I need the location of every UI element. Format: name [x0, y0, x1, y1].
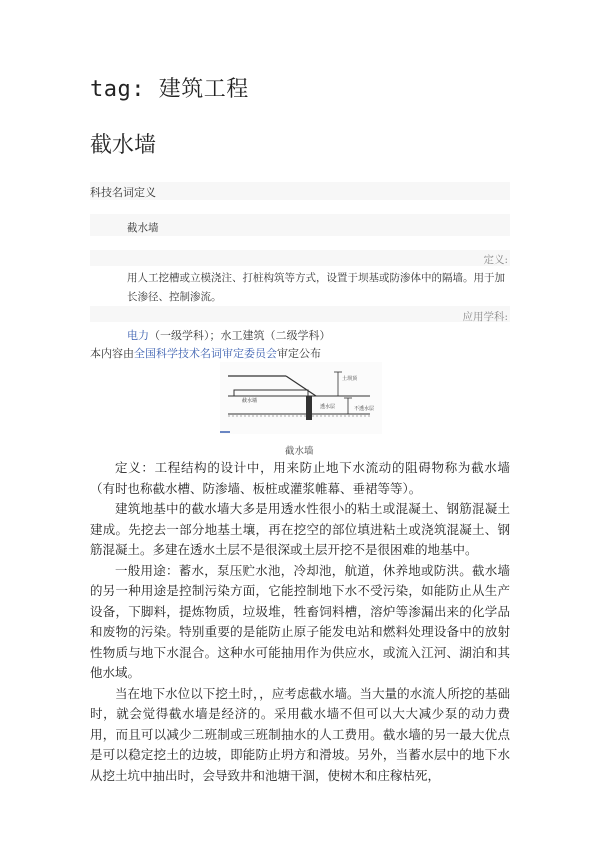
tag-title: tag: 建筑工程 — [90, 77, 249, 102]
subject-label: 应用学科: — [462, 311, 508, 323]
label-bottom: 不透水层 — [354, 406, 375, 412]
body-paragraph: 建筑地基中的截水墙大多是用透水性很小的粘土或混凝土、钢筋混凝土建成。先挖去一部分地基土壤，再在挖空的部位填进粘土或浇筑混凝土、钢筋混凝土。多建在透水土层不是很深或土层开挖不是很困难的地基中。 — [90, 501, 510, 557]
source-link[interactable]: 全国科学技术名词审定委员会 — [134, 347, 277, 360]
label-crest: 土坝顶 — [342, 376, 358, 382]
definition-label-band — [90, 250, 510, 266]
cutoff-wall-figure — [220, 362, 382, 434]
section-label: 科技名词定义 — [90, 186, 156, 199]
source-prefix: 本内容由 — [90, 347, 134, 360]
definition-label: 定义: — [483, 254, 508, 266]
subject-label-band — [90, 306, 510, 322]
article-body — [90, 458, 510, 786]
source-line — [90, 345, 321, 361]
subject-line — [127, 327, 331, 343]
article-title: 截水墙 — [90, 133, 157, 158]
subject-link[interactable]: 电力 — [127, 329, 149, 342]
source-suffix: 审定公布 — [277, 347, 321, 360]
body-paragraph: 当在地下水位以下挖土时，，应考虑截水墙。当大量的水流人所挖的基础时，就会觉得截水墙是经济的。采用截水墙不但可以大大减少泵的动力费用，而且可以减少二班制或三班制抽水的人工费用。截水墙的另一最大优点是可以稳定挖土的边坡，即能防止坍方和滑坡。另外，当蓄水层中的地下水从挖土坑中抽出时，会导致井和池塘干涸，使树木和庄稼枯死， — [90, 685, 510, 783]
body-paragraph: 一般用途：蓄水，泵压贮水池，冷却池，航道，休养地或防洪。截水墙的另一种用途是控制污染方面，它能控制地下水不受污染，如能防止从生产设备，下脚料，提炼物质，垃圾堆，牲畜饲料槽，溶炉等渗漏出来的化学品和废物的污染。特别重要的是能防止原子能发电站和燃料处理设备中的放射性物质与地下水混合。这种水可能抽用作为供应水，或流入江河、湖泊和其他水域。 — [90, 562, 510, 680]
label-cutoff: 截水墙 — [242, 398, 258, 404]
body-paragraph: 定义：工程结构的设计中，用来防止地下水流动的阻碍物称为截水墙（有时也称截水槽、防渗墙、板桩或灌浆帷幕、垂裙等等）。 — [90, 460, 510, 496]
cutoff-wall-diagram — [220, 362, 382, 434]
figure-caption: 截水墙 — [285, 446, 314, 457]
label-layer: 透水层 — [320, 404, 336, 410]
definition-text: 用人工挖槽或立模浇注、打桩构筑等方式，设置于坝基或防渗体中的隔墙。用于加长渗径、控制渗流。 — [127, 272, 505, 303]
term: 截水墙 — [127, 222, 159, 234]
subject-rest: （一级学科）；水工建筑（二级学科） — [149, 329, 331, 342]
